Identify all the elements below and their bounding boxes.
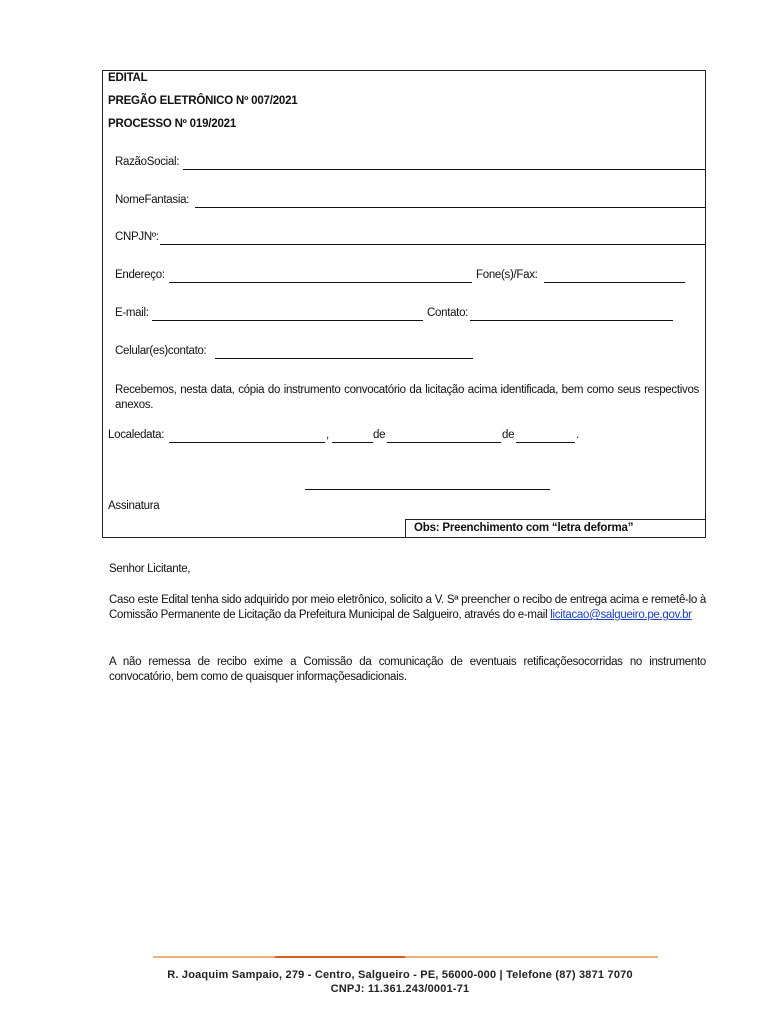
de-label-1: de bbox=[373, 429, 386, 441]
pregao-heading: PREGÃO ELETRÔNICO Nº 007/2021 bbox=[108, 95, 298, 107]
instructions-text: Caso este Edital tenha sido adquirido por meio eletrônico, solicito a V. Sª preencher o recibo de entrega acima e remetê-lo à Comissão Permanente de Licitação da Prefeitura Municipal de Salgueiro, através do e-mail bbox=[109, 594, 706, 621]
receipt-form-box bbox=[102, 70, 706, 538]
celular-field[interactable] bbox=[215, 358, 473, 359]
year-field[interactable] bbox=[516, 442, 575, 443]
receipt-statement: Recebemos, nesta data, cópia do instrumento convocatório da licitação acima identificada, bem como seus respectivos anexos. bbox=[115, 384, 699, 411]
razao-social-label: RazãoSocial: bbox=[115, 156, 180, 168]
cnpj-field[interactable] bbox=[160, 244, 705, 245]
contato-field[interactable] bbox=[470, 320, 673, 321]
footer-cnpj: CNPJ: 11.361.243/0001-71 bbox=[330, 983, 470, 995]
licitacao-email-link[interactable]: licitacao@salgueiro.pe.gov.br bbox=[550, 609, 692, 621]
footer-address: R. Joaquim Sampaio, 279 - Centro, Salgueiro - PE, 56000-000 | Telefone (87) 3871 7070 bbox=[167, 969, 633, 981]
signature-field[interactable] bbox=[305, 489, 550, 490]
notice-paragraph: A não remessa de recibo exime a Comissão da comunicação de eventuais retificaçõesocorridas no instrumento convocatório, bem como de quaisquer informaçõesadicionais. bbox=[109, 656, 706, 683]
nome-fantasia-label: NomeFantasia: bbox=[115, 194, 190, 206]
obs-note: Obs: Preenchimento com “letra deforma” bbox=[405, 519, 705, 538]
fone-field[interactable] bbox=[544, 282, 685, 283]
de-label-2: de bbox=[502, 429, 515, 441]
day-field[interactable] bbox=[332, 442, 373, 443]
contato-label: Contato: bbox=[427, 307, 469, 319]
endereco-label: Endereço: bbox=[115, 269, 165, 281]
comma-separator: , bbox=[326, 429, 329, 441]
email-label: E-mail: bbox=[115, 307, 149, 319]
footer-rule bbox=[153, 956, 658, 958]
celular-label: Celular(es)contato: bbox=[115, 345, 207, 357]
month-field[interactable] bbox=[387, 442, 501, 443]
fone-label: Fone(s)/Fax: bbox=[476, 269, 538, 281]
date-period: . bbox=[576, 429, 579, 441]
form-title: EDITAL bbox=[108, 72, 148, 84]
cnpj-label: CNPJNº: bbox=[115, 231, 159, 243]
assinatura-label: Assinatura bbox=[108, 500, 160, 512]
local-data-label: Localedata: bbox=[108, 429, 165, 441]
processo-heading: PROCESSO Nº 019/2021 bbox=[108, 118, 237, 130]
email-field[interactable] bbox=[152, 320, 423, 321]
nome-fantasia-field[interactable] bbox=[195, 207, 705, 208]
footer-rule-accent bbox=[275, 956, 405, 958]
salutation: Senhor Licitante, bbox=[109, 563, 191, 575]
instructions-paragraph bbox=[109, 593, 706, 623]
endereco-field[interactable] bbox=[169, 282, 472, 283]
razao-social-field[interactable] bbox=[183, 169, 705, 170]
local-field[interactable] bbox=[169, 442, 325, 443]
